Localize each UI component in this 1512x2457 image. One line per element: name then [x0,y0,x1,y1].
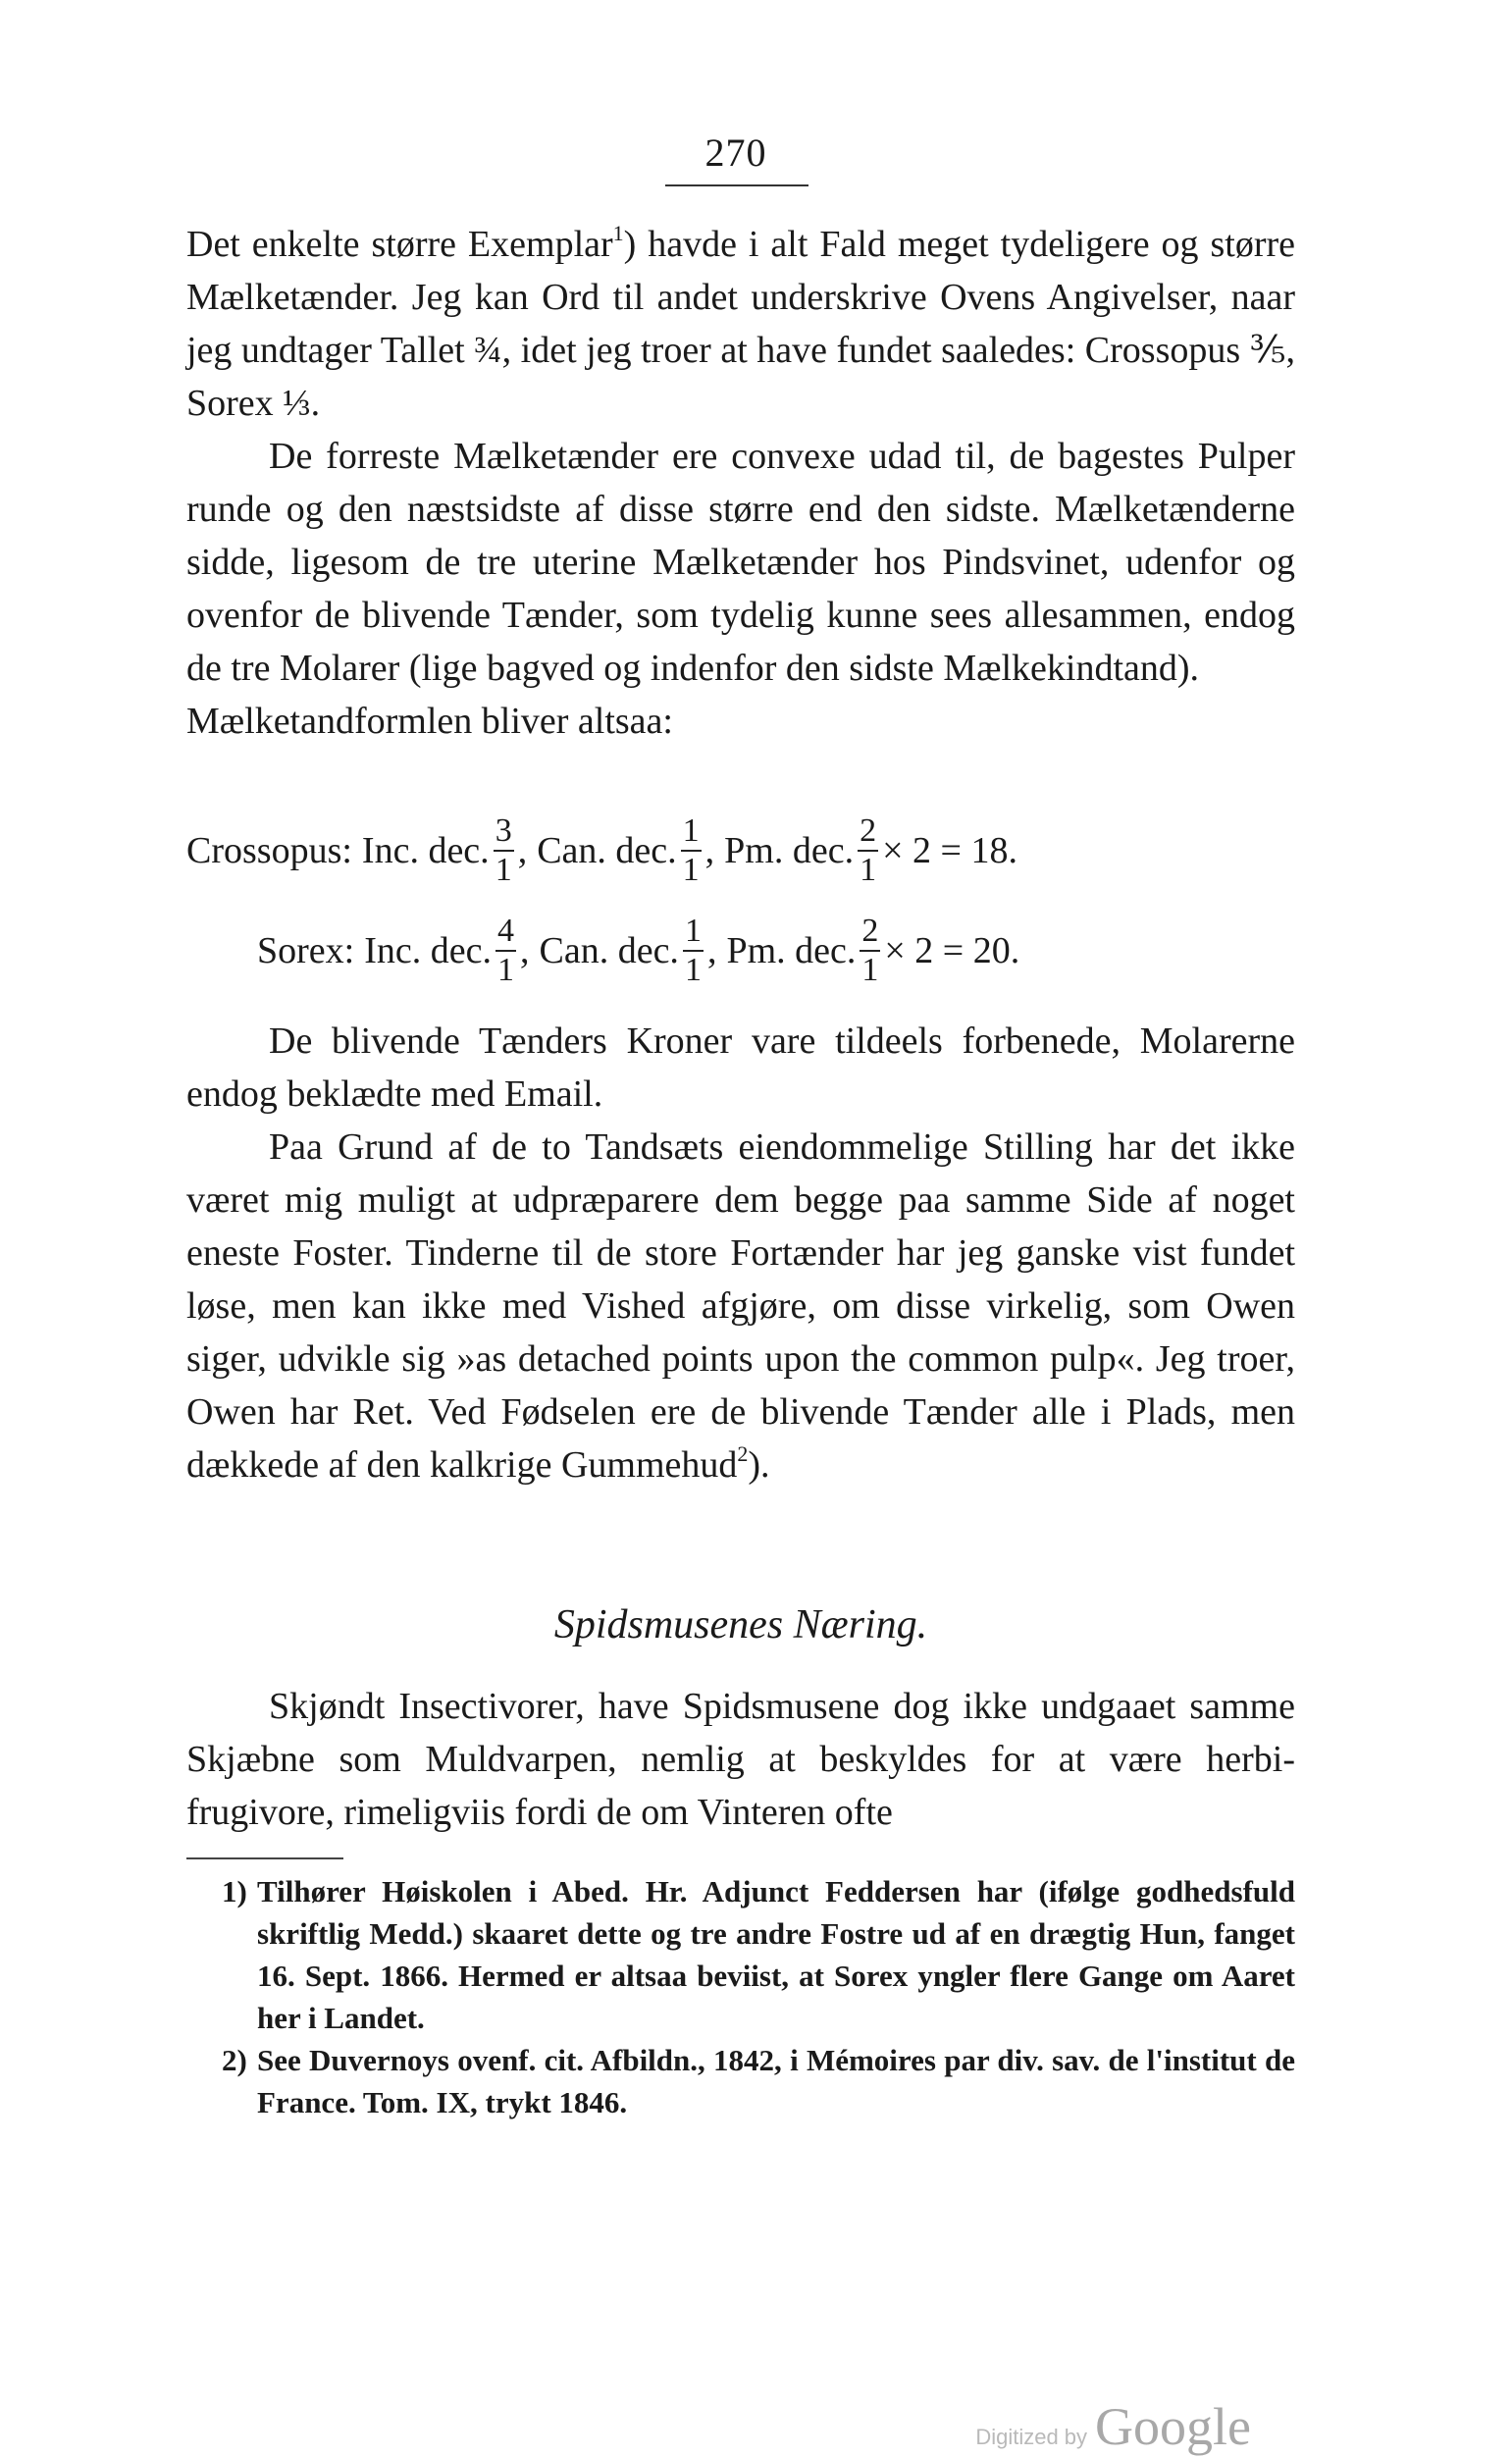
formula-sorex-can-den: 1 [684,952,702,988]
paragraph-1-rest: ) havde i alt Fald meget tydeligere og større Mælketænder. Jeg kan Ord til andet underskrive Ovens Angivelser, naar jeg undtager Tallet ¾, idet jeg troer at have fundet saaledes: Crossopus ⅗, Sorex ⅓. [186,224,1295,424]
paragraph-1-start: Det enkelte større Exemplar [186,224,613,265]
text-block-upper [186,218,1295,748]
footnote-2-text: See Duvernoys ovenf. cit. Afbildn., 1842, i Mémoires par div. sav. de l'institut de France. Tom. IX, trykt 1846. [257,2043,1295,2119]
digitized-watermark [975,2396,1251,2457]
formula-sorex-pm-den: 1 [861,952,879,988]
footnote-ref-2: 2 [737,1441,749,1466]
formula-crossopus-can-num: 1 [682,812,700,849]
paragraph-4 [186,1121,1295,1491]
page-number: 270 [704,131,767,175]
formula-sorex-can-num: 1 [684,913,702,949]
watermark-brand-logo: Google [1095,2397,1251,2456]
footnote-2 [186,2039,1295,2123]
paragraph-1 [186,218,1295,430]
formula-sorex-inc-num: 4 [496,913,514,949]
formula-crossopus-name: Crossopus: [186,830,352,871]
paragraph-4-text: Paa Grund af de to Tandsæts eiendommelige Stilling har det ikke været mig muligt at udpræparere dem begge paa samme Side af noget eneste Foster. Tinderne til de store Fortænder har jeg ganske vist fundet løse, men kan ikke med Vished afgjøre, om disse virkelig, som Owen siger, udvikle sig »as detached points upon the common pulp«. Jeg troer, Owen har Ret. Ved Fødselen ere de blivende Tænder alle i Plads, men dækkede af den kalkrige Gummehud [186,1126,1295,1486]
formula-sorex-pm-fraction [860,915,880,987]
formula-crossopus-tail: × 2 = 18. [882,830,1017,871]
footnote-separator [186,1857,343,1859]
text-block-lower [186,1680,1295,1839]
formula-crossopus-can-den: 1 [682,852,700,888]
formula-crossopus-pm-den: 1 [860,852,877,888]
paragraph-5: Skjøndt Insectivorer, have Spidsmusene dog ikke undgaaet samme Skjæbne som Muldvarpen, nemlig at beskyldes for at være herbi-frugivore, rimeligviis fordi de om Vinteren ofte [186,1686,1295,1833]
formula-crossopus-can-fraction [681,814,702,887]
formula-crossopus-inc-den: 1 [495,852,512,888]
page-number-underline [665,184,808,186]
footnote-1-marker: 1) [222,1874,247,1908]
footnote-1 [186,1870,1295,2039]
formula-sorex-tail: × 2 = 20. [884,930,1020,971]
paragraph-2-last-line: Mælketandformlen bliver altsaa: [186,701,673,742]
footnote-1-text: Tilhører Høiskolen i Abed. Hr. Adjunct Feddersen har (ifølge godhedsfuld skriftlig Medd.) skaaret dette og tre andre Fostre ud af en drægtig Hun, fanget 16. Sept. 1866. Hermed er altsaa beviist, at Sorex yngler flere Gange om Aaret her i Landet. [257,1874,1295,2035]
paragraph-2: De forreste Mælketænder ere convexe udad til, de bagestes Pulper runde og den næstsidste af disse større end den sidste. Mælketænderne sidde, ligesom de tre uterine Mælketænder hos Pindsvinet, udenfor og ovenfor de blivende Tænder, som tydelig kunne sees allesammen, endog de tre Molarer (lige bagved og indenfor den sidste Mælkekindtand). [186,436,1295,689]
formula-sorex-inc-den: 1 [496,952,514,988]
paragraph-3: De blivende Tænders Kroner vare tildeels forbenede, Molarerne endog beklædte med Email. [186,1020,1295,1115]
formula-crossopus-pm-fraction [858,814,878,887]
formula-crossopus-inc-num: 3 [495,812,512,849]
text-block-middle [186,1015,1295,1491]
formula-sorex-inc-fraction [495,915,516,987]
footnotes [186,1870,1295,2123]
formula-crossopus-can-label: Can. dec. [537,830,677,871]
formula-sorex-can-label: Can. dec. [539,930,679,971]
formula-crossopus-pm-num: 2 [860,812,877,849]
formula-sorex-can-fraction [683,915,704,987]
formula-crossopus-inc-label: Inc. dec. [361,830,490,871]
formula-sorex-pm-label: Pm. dec. [726,930,857,971]
formula-crossopus-pm-label: Pm. dec. [724,830,855,871]
section-heading: Spidsmusenes Næring. [553,1602,928,1647]
formula-sorex-pm-num: 2 [861,913,879,949]
formula-crossopus-inc-fraction [494,814,514,887]
formula-sorex-inc-label: Inc. dec. [364,930,492,971]
paragraph-4-end: ). [748,1444,770,1486]
formula-sorex-name: Sorex: [257,930,355,971]
footnote-ref-1: 1 [612,221,624,245]
formula-crossopus: Crossopus: Inc. dec. $\frac{3}{1}$ , Can. dec. $\frac{1}{1}$ , Pm. dec. $\frac{2}{1}$ × 2 = 18. [186,812,1017,888]
formula-sorex: Sorex: Inc. dec. $\frac{4}{1}$ , Can. dec. $\frac{1}{1}$ , Pm. dec. $\frac{2}{1}$ × 2 = 20. [257,913,1020,988]
watermark-prefix: Digitized by [975,2425,1088,2449]
footnote-2-marker: 2) [222,2043,247,2077]
